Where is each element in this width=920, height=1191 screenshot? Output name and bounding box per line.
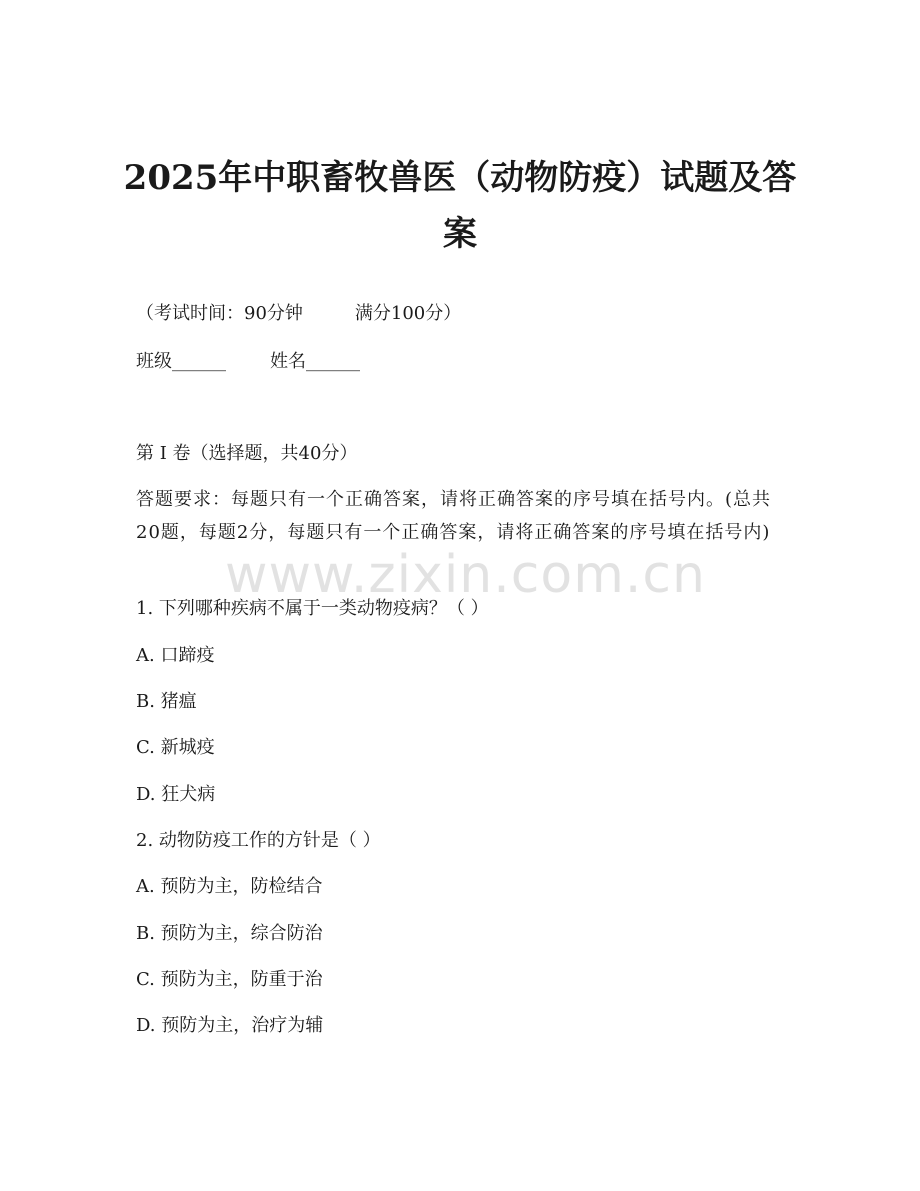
question-2-option-d: D. 预防为主，治疗为辅 — [136, 1015, 324, 1036]
question-1-option-b: B. 猪瘟 — [136, 691, 197, 712]
name-field: 姓名______ — [270, 351, 360, 372]
exam-info — [136, 302, 461, 326]
exam-time: （考试时间：90分钟 — [136, 303, 303, 324]
question-1-option-a: A. 口蹄疫 — [136, 645, 215, 666]
document-title: 2025年中职畜牧兽医（动物防疫）试题及答案 — [123, 158, 797, 254]
class-field: 班级______ — [136, 351, 226, 372]
question-2-option-b: B. 预防为主，综合防治 — [136, 923, 323, 944]
section-instructions: 答题要求：每题只有一个正确答案，请将正确答案的序号填在括号内。(总共20题，每题2分，每题只有一个正确答案，请将正确答案的序号填在括号内) — [136, 489, 772, 543]
question-2-option-a: A. 预防为主，防检结合 — [136, 876, 323, 897]
section-heading: 第 I 卷（选择题，共40分） — [136, 443, 358, 464]
question-1-option-d: D. 狂犬病 — [136, 784, 216, 805]
question-1-option-c: C. 新城疫 — [136, 737, 215, 758]
student-fields — [136, 350, 360, 374]
question-2-stem: 2. 动物防疫工作的方针是（ ） — [136, 830, 381, 851]
exam-score: 满分100分） — [354, 303, 462, 324]
question-1-stem: 1. 下列哪种疾病不属于一类动物疫病？（ ） — [136, 598, 489, 619]
question-2-option-c: C. 预防为主，防重于治 — [136, 969, 323, 990]
watermark: www.zixin.com.cn — [225, 545, 706, 605]
